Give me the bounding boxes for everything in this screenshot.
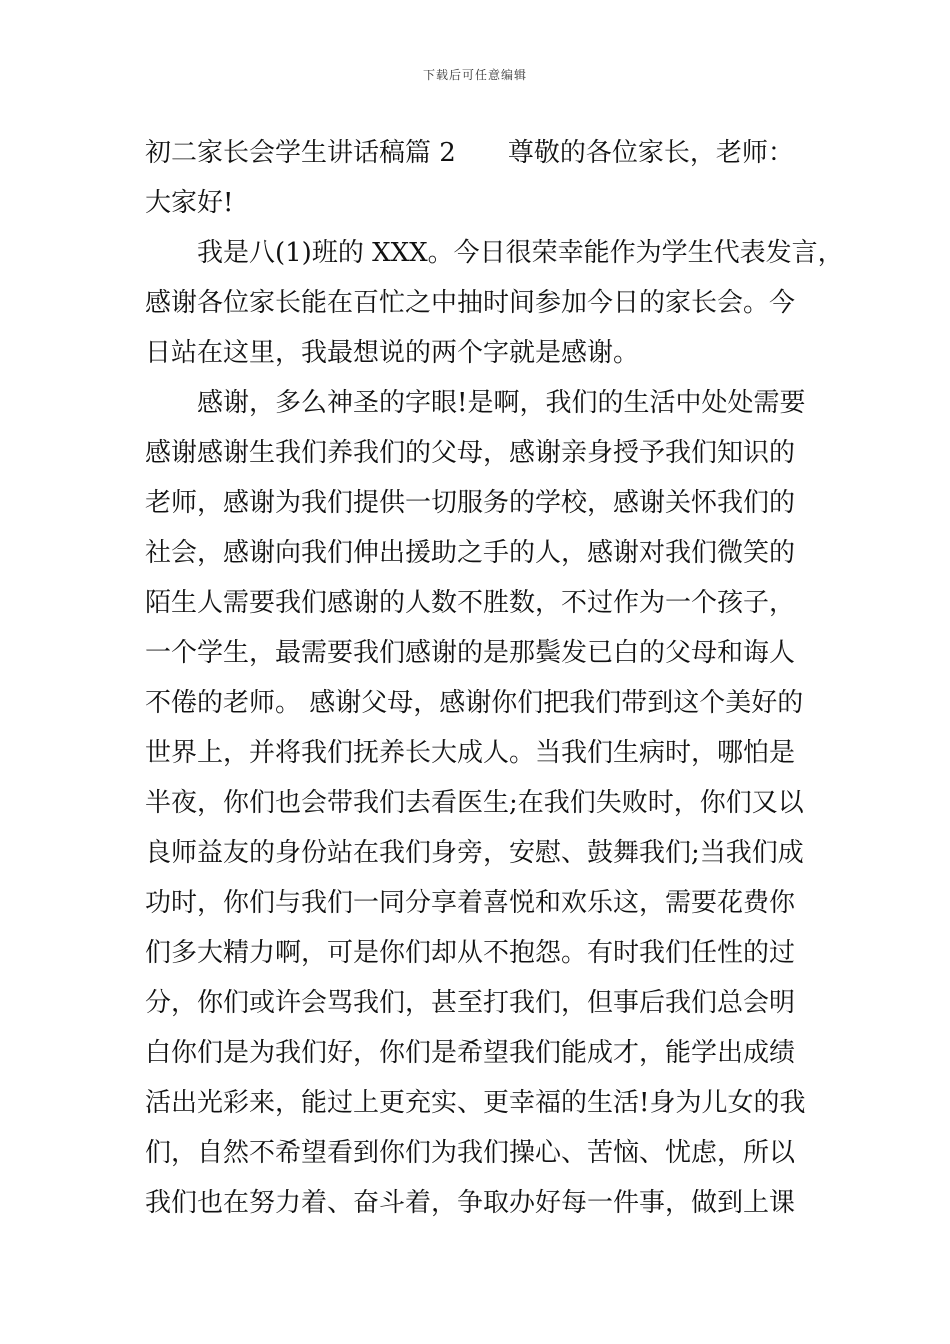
page-header: 下载后可任意编辑 [422,68,527,82]
document-body [145,128,844,1228]
text-line: 不倦的老师。 感谢父母，感谢你们把我们带到这个美好的 [145,688,804,718]
text-line: 半夜，你们也会带我们去看医生;在我们失败时，你们又以 [145,788,804,818]
text-line: 们多大精力啊，可是你们却从不抱怨。有时我们任性的过 [145,938,796,968]
salutation: 尊敬的各位家长，老师： [507,138,794,168]
text-line: 白你们是为我们好，你们是希望我们能成才，能学出成绩 [145,1038,796,1068]
text-line: 世界上，并将我们抚养长大成人。当我们生病时，哪怕是 [145,738,796,768]
text-line: 一个学生，最需要我们感谢的是那鬓发已白的父母和诲人 [145,638,796,668]
text-line: 陌生人需要我们感谢的人数不胜数，不过作为一个孩子， [145,588,796,618]
text-line: 功时，你们与我们一同分享着喜悦和欢乐这，需要花费你 [145,888,796,918]
text-line: 们，自然不希望看到你们为我们操心、苦恼、忧虑，所以 [145,1138,796,1168]
text-line: 我是八(1)班的 XXX。今日很荣幸能作为学生代表发言， [197,238,844,268]
text-line: 感谢感谢生我们养我们的父母，感谢亲身授予我们知识的 [145,438,796,468]
text-line: 日站在这里，我最想说的两个字就是感谢。 [145,338,640,368]
text-line: 我们也在努力着、奋斗着，争取办好每一件事，做到上课 [145,1188,796,1218]
text-line: 感谢，多么神圣的字眼!是啊，我们的生活中处处需要 [197,388,806,418]
document-title: 初二家长会学生讲话稿篇 2 [145,138,456,168]
text-line: 分，你们或许会骂我们，甚至打我们，但事后我们总会明 [145,988,796,1018]
text-line: 良师益友的身份站在我们身旁，安慰、鼓舞我们;当我们成 [145,838,804,868]
text-line: 大家好! [145,188,234,218]
title-line [145,128,825,178]
text-line: 感谢各位家长能在百忙之中抽时间参加今日的家长会。今 [145,288,796,318]
text-line: 活出光彩来，能过上更充实、更幸福的生活!身为儿女的我 [145,1088,806,1118]
text-line: 社会，感谢向我们伸出援助之手的人，感谢对我们微笑的 [145,538,796,568]
text-line: 老师，感谢为我们提供一切服务的学校，感谢关怀我们的 [145,488,796,518]
